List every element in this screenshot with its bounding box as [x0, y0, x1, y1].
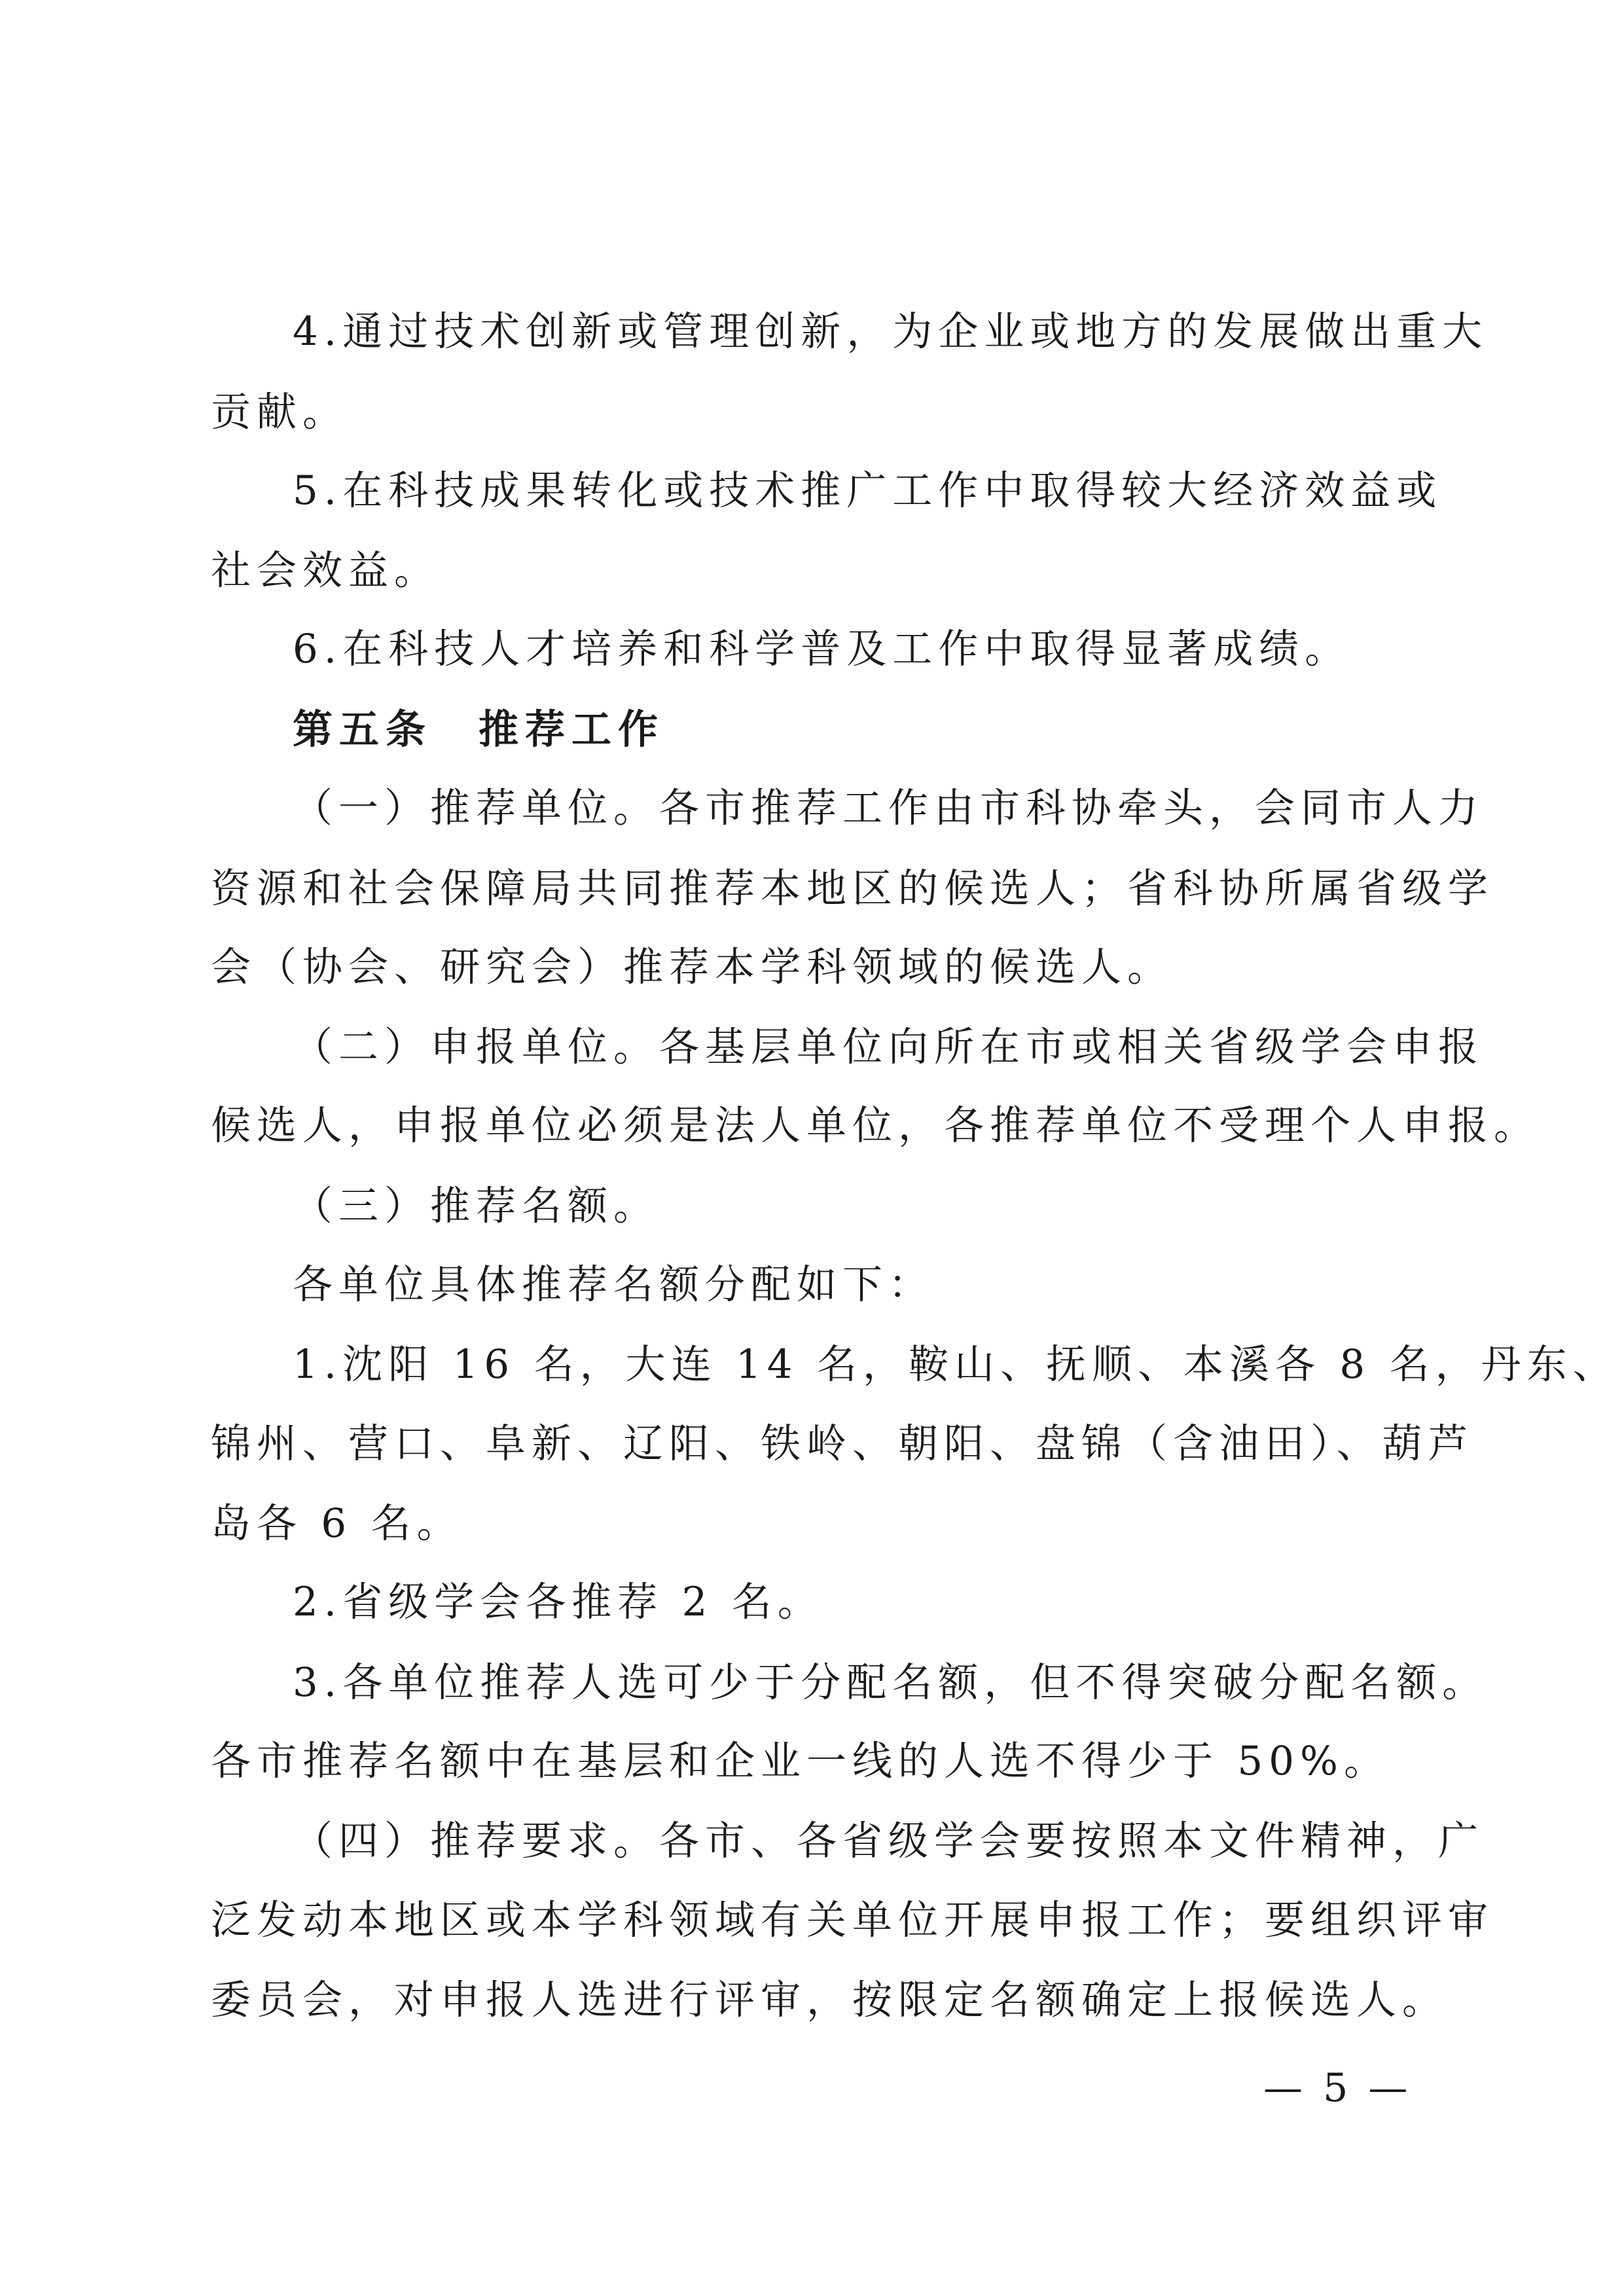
- text-line: 1.沈阳 16 名，大连 14 名，鞍山、抚顺、本溪各 8 名，丹东、: [293, 1341, 1619, 1388]
- text-line: （三）推荐名额。: [293, 1183, 660, 1229]
- text-line: 社会效益。: [211, 547, 441, 594]
- text-line: 贡献。: [211, 389, 349, 435]
- text-line: 3.各单位推荐人选可少于分配名额，但不得突破分配名额。: [293, 1659, 1489, 1706]
- text-line: 锦州、营口、阜新、辽阳、铁岭、朝阳、盘锦（含油田）、葫芦: [211, 1420, 1474, 1467]
- text-line: 4.通过技术创新或管理创新，为企业或地方的发展做出重大: [293, 308, 1489, 355]
- text-line: 2.省级学会各推荐 2 名。: [293, 1579, 823, 1625]
- text-line: 5.在科技成果转化或技术推广工作中取得较大经济效益或: [293, 467, 1443, 514]
- page-number: — 5 —: [1263, 2065, 1412, 2111]
- text-line: （四）推荐要求。各市、各省级学会要按照本文件精神，广: [293, 1818, 1485, 1864]
- text-line: 各单位具体推荐名额分配如下：: [293, 1261, 935, 1308]
- text-line: 各市推荐名额中在基层和企业一线的人选不得少于 50%。: [211, 1738, 1390, 1784]
- text-line: 岛各 6 名。: [211, 1500, 463, 1547]
- text-line: （二）申报单位。各基层单位向所在市或相关省级学会申报: [293, 1024, 1485, 1070]
- text-line: 泛发动本地区或本学科领域有关单位开展申报工作；要组织评审: [211, 1897, 1494, 1943]
- text-line: 委员会，对申报人选进行评审，按限定名额确定上报候选人。: [211, 1977, 1449, 2023]
- text-line: 候选人，申报单位必须是法人单位，各推荐单位不受理个人申报。: [211, 1102, 1540, 1149]
- section-heading: 第五条 推荐工作: [293, 706, 665, 753]
- text-line: （一）推荐单位。各市推荐工作由市科协牵头，会同市人力: [293, 785, 1485, 831]
- text-line: 资源和社会保障局共同推荐本地区的候选人；省科协所属省级学: [211, 865, 1494, 912]
- text-line: 会（协会、研究会）推荐本学科领域的候选人。: [211, 944, 1174, 990]
- text-line: 6.在科技人才培养和科学普及工作中取得显著成绩。: [293, 626, 1351, 672]
